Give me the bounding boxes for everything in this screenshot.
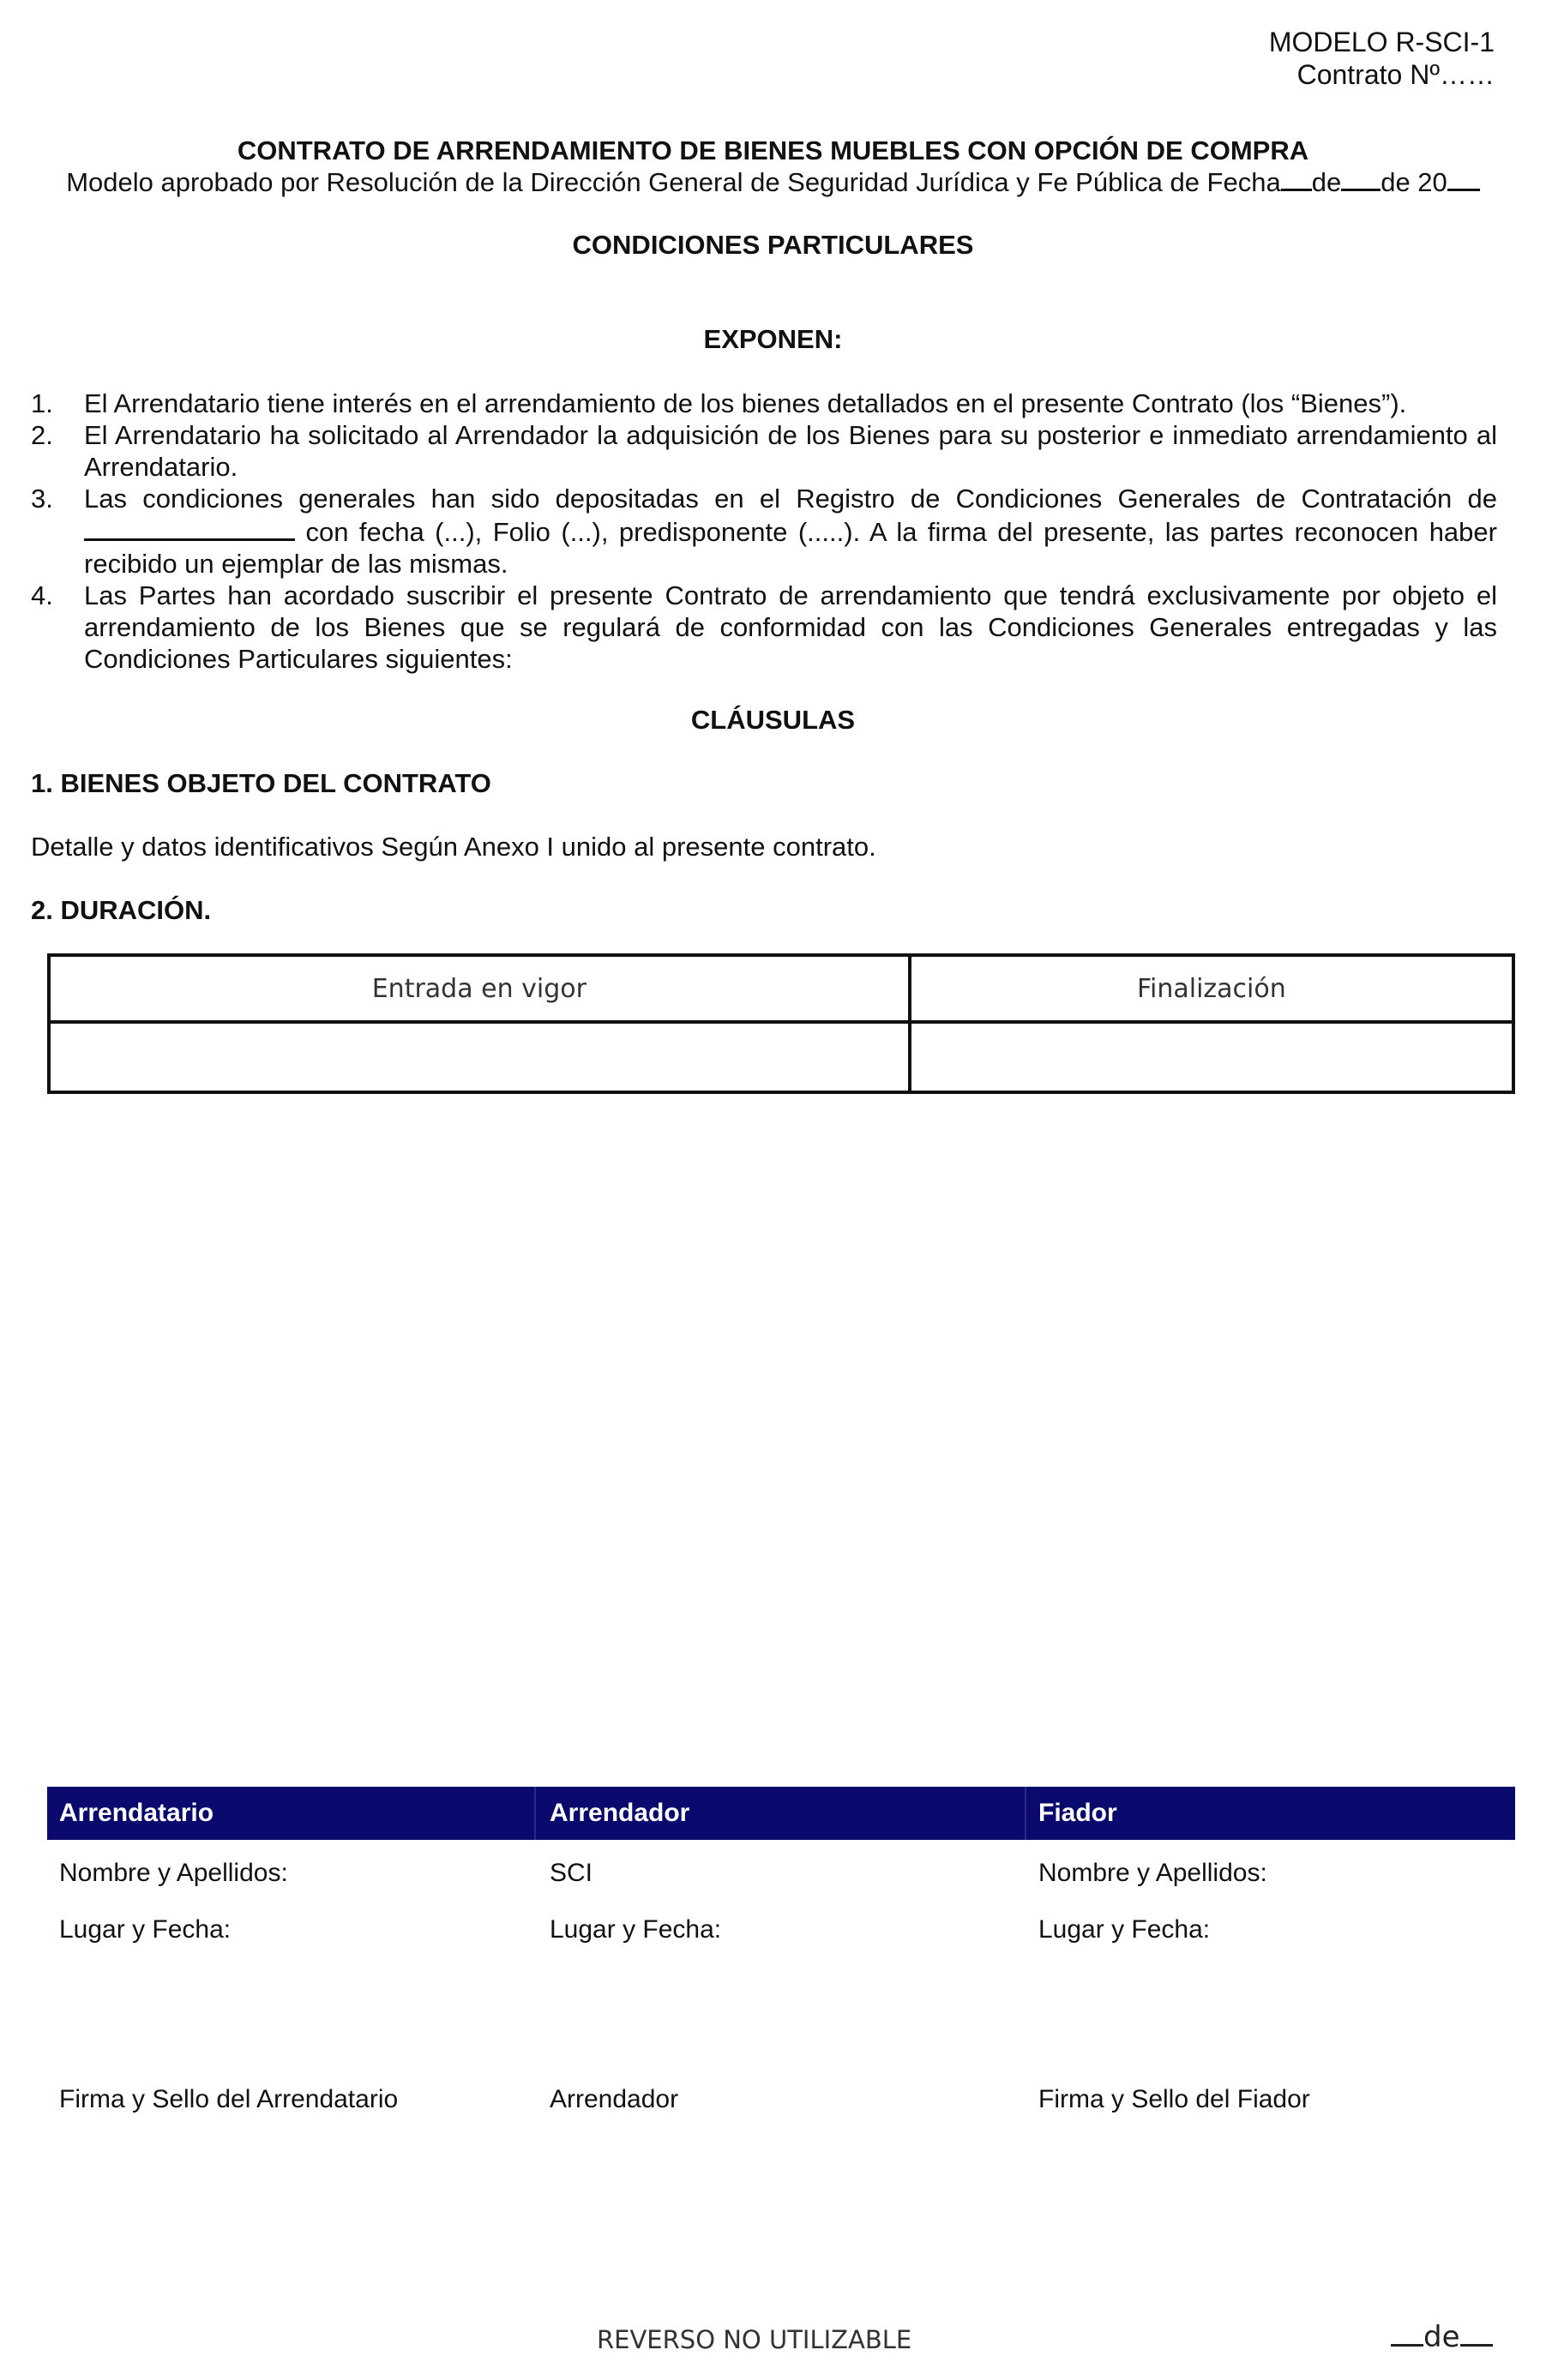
item-text: Las condiciones generales han sido depositadas en el Registro de Condiciones Generales de Contratación de (84, 484, 1497, 514)
item-number: 3. (31, 484, 53, 514)
fiador-header: Fiador (1038, 1799, 1117, 1827)
page-de: de (1423, 2320, 1460, 2354)
fiador-lugar-fecha-label: Lugar y Fecha: (1038, 1915, 1211, 1944)
finalizacion-value (910, 1022, 1513, 1092)
column-divider (1025, 1787, 1026, 1840)
list-item (31, 388, 1497, 419)
bienes-text: Detalle y datos identificativos Según Anexo I unido al presente contrato. (31, 832, 876, 862)
duration-table (47, 953, 1515, 1094)
item-number: 1. (31, 388, 53, 418)
arrendatario-nombre-label: Nombre y Apellidos: (59, 1859, 288, 1887)
bienes-heading: 1. BIENES OBJETO DEL CONTRATO (31, 768, 491, 798)
document-header (1269, 26, 1495, 91)
model-code: MODELO R-SCI-1 (1268, 27, 1495, 57)
exponen-list (31, 388, 1497, 675)
item-text: El Arrendatario ha solicitado al Arrendador la adquisición de los Bienes para su posterior e inmediato arrendamiento al Arrendatario. (84, 420, 1497, 482)
arrendador-header: Arrendador (550, 1799, 690, 1827)
reverso-note: REVERSO NO UTILIZABLE (597, 2325, 912, 2354)
arrendador-lugar-fecha-label: Lugar y Fecha: (550, 1915, 722, 1944)
fiador-firma-label: Firma y Sello del Fiador (1038, 2085, 1310, 2113)
duracion-heading: 2. DURACIÓN. (31, 895, 212, 925)
year-blank (1447, 166, 1480, 191)
list-item (31, 580, 1497, 675)
subtitle-prefix: Modelo aprobado por Resolución de la Dirección General de Seguridad Jurídica y Fe Pública de Fecha (66, 167, 1281, 197)
arrendatario-header: Arrendatario (59, 1799, 214, 1827)
page-counter (1391, 2320, 1493, 2354)
item-text-after: con fecha (...), Folio (...), predisponente (.....). A la firma del presente, las partes reconocen haber recibido un ejemplar de las mismas. (84, 517, 1497, 579)
item-text: El Arrendatario tiene interés en el arrendamiento de los bienes detallados en el presente Contrato (los “Bienes”). (84, 388, 1407, 418)
document-title: CONTRATO DE ARRENDAMIENTO DE BIENES MUEBLES CON OPCIÓN DE COMPRA (237, 135, 1309, 165)
list-item (31, 483, 1497, 580)
fiador-nombre-label: Nombre y Apellidos: (1038, 1859, 1267, 1887)
item-text: Las Partes han acordado suscribir el presente Contrato de arrendamiento que tendrá exclusivamente por objeto el arrendamiento de los Bienes que se regulará de conformidad con las Condiciones Generales entregadas y las Condiciones Particulares siguientes: (84, 580, 1497, 674)
item-number: 4. (31, 580, 53, 610)
page-total-blank (1460, 2322, 1493, 2347)
arrendatario-lugar-fecha-label: Lugar y Fecha: (59, 1915, 232, 1944)
finalizacion-header: Finalización (910, 955, 1513, 1022)
item-number: 2. (31, 420, 53, 450)
day-blank (1281, 166, 1312, 191)
list-item (31, 419, 1497, 483)
page-number-blank (1391, 2322, 1423, 2347)
contract-number: Contrato Nº…… (1296, 59, 1495, 90)
section-title: CONDICIONES PARTICULARES (572, 230, 974, 260)
entrada-en-vigor-header: Entrada en vigor (49, 955, 910, 1022)
subtitle-de-20: de 20 (1381, 167, 1447, 197)
clausulas-heading: CLÁUSULAS (690, 705, 856, 735)
entrada-en-vigor-value (49, 1022, 910, 1092)
arrendador-nombre-value: SCI (550, 1859, 593, 1887)
arrendatario-firma-label: Firma y Sello del Arrendatario (59, 2085, 399, 2113)
exponen-heading: EXPONEN: (703, 324, 843, 354)
subtitle-de: de (1311, 167, 1342, 197)
arrendador-firma-label: Arrendador (550, 2085, 679, 2113)
registry-blank-line (84, 514, 295, 541)
document-subtitle (0, 166, 1546, 198)
column-divider (534, 1787, 536, 1840)
signature-header-bar (47, 1787, 1515, 1840)
month-blank (1341, 166, 1381, 191)
